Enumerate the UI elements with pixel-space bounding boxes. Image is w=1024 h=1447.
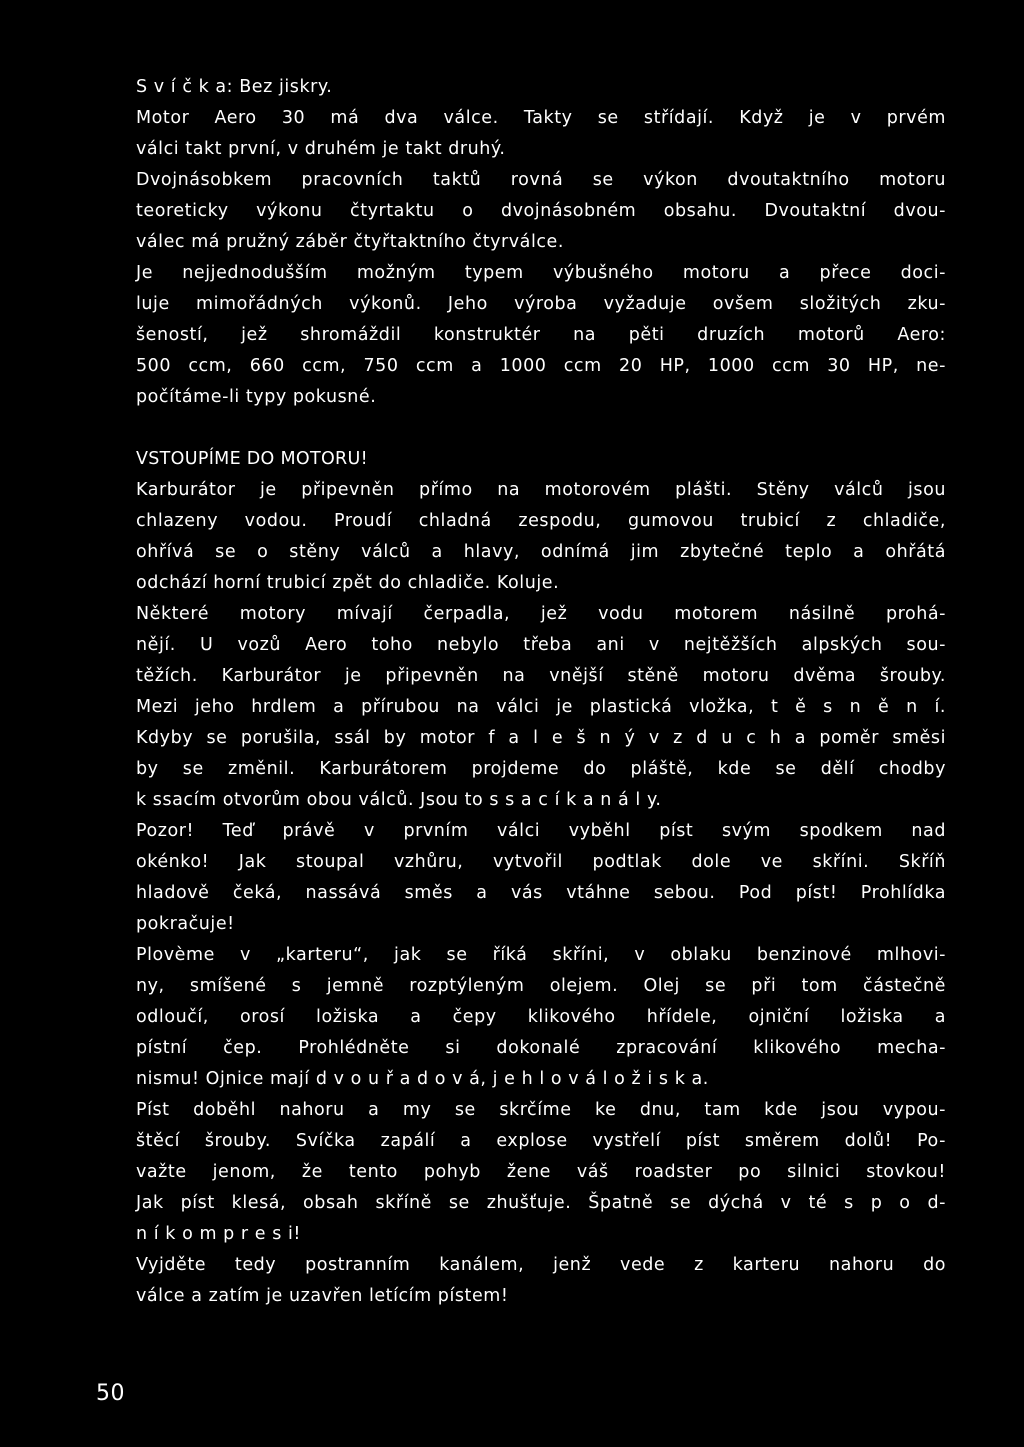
text-line: nějí. U vozů Aero toho nebylo třeba ani v nejtěžších alpských sou-	[136, 635, 946, 655]
text-line: válce a zatím je uzavřen letícím pístem!	[136, 1286, 509, 1306]
text-line: válci takt první, v druhém je takt druhý.	[136, 139, 506, 159]
text-line: n í k o m p r e s i!	[136, 1224, 301, 1244]
text-line: chlazeny vodou. Proudí chladná zespodu, gumovou trubicí z chladiče,	[136, 511, 946, 531]
text-line: odloučí, orosí ložiska a čepy klikového hřídele, ojniční ložiska a	[136, 1007, 946, 1027]
text-line: Pozor! Teď právě v prvním válci vyběhl píst svým spodkem nad	[136, 821, 946, 841]
text-line: Některé motory mívají čerpadla, jež vodu motorem násilně prohá-	[136, 604, 946, 624]
text-line: okénko! Jak stoupal vzhůru, vytvořil podtlak dole ve skříni. Skříň	[136, 852, 946, 872]
page-number: 50	[96, 1381, 125, 1406]
text-line: S v í č k a: Bez jiskry.	[136, 77, 333, 97]
text-line: Jak píst klesá, obsah skříně se zhušťuje. Špatně se dýchá v té s p o d-	[136, 1193, 946, 1213]
page-body-text	[136, 72, 946, 1312]
text-line: teoreticky výkonu čtyrtaktu o dvojnásobném obsahu. Dvoutaktní dvou-	[136, 201, 946, 221]
text-line: važte jenom, že tento pohyb žene váš roadster po silnici stovkou!	[136, 1162, 946, 1182]
text-line: 500 ccm, 660 ccm, 750 ccm a 1000 ccm 20 HP, 1000 ccm 30 HP, ne-	[136, 356, 946, 376]
text-line: odchází horní trubicí zpět do chladiče. Koluje.	[136, 573, 560, 593]
text-line: hladově čeká, nassává směs a vás vtáhne sebou. Pod píst! Prohlídka	[136, 883, 946, 903]
text-line: šeností, jež shromáždil konstruktér na pěti druzích motorů Aero:	[136, 325, 946, 345]
text-line: Plovème v „karteru“, jak se říká skříni, v oblaku benzinové mlhovi-	[136, 945, 946, 965]
text-line: Karburátor je připevněn přímo na motorovém plášti. Stěny válců jsou	[136, 480, 946, 500]
text-line: Je nejjednodušším možným typem výbušného motoru a přece doci-	[136, 263, 946, 283]
text-line: ny, smíšené s jemně rozptýleným olejem. Olej se při tom částečně	[136, 976, 946, 996]
paragraph-gap	[136, 413, 946, 444]
text-line: Píst doběhl nahoru a my se skrčíme ke dnu, tam kde jsou vypou-	[136, 1100, 946, 1120]
text-line: Vyjděte tedy postranním kanálem, jenž vede z karteru nahoru do	[136, 1255, 946, 1275]
section-heading: VSTOUPÍME DO MOTORU!	[136, 449, 368, 469]
text-line: luje mimořádných výkonů. Jeho výroba vyžaduje ovšem složitých zku-	[136, 294, 946, 314]
text-line: by se změnil. Karburátorem projdeme do pláště, kde se dělí chodby	[136, 759, 946, 779]
text-line: štěcí šrouby. Svíčka zapálí a explose vystřelí píst směrem dolů! Po-	[136, 1131, 946, 1151]
text-line: k ssacím otvorům obou válců. Jsou to s s a c í k a n á l y.	[136, 790, 662, 810]
text-line: pokračuje!	[136, 914, 235, 934]
text-line: Kdyby se porušila, ssál by motor f a l e š n ý v z d u c h a poměr směsi	[136, 728, 946, 748]
text-line: nismu! Ojnice mají d v o u ř a d o v á, j e h l o v á l o ž i s k a.	[136, 1069, 709, 1089]
text-line: Mezi jeho hrdlem a přírubou na válci je plastická vložka, t ě s n ě n í.	[136, 697, 946, 717]
text-line: těžích. Karburátor je připevněn na vnější stěně motoru dvěma šrouby.	[136, 666, 946, 686]
text-line: počítáme-li typy pokusné.	[136, 387, 377, 407]
text-line: Dvojnásobkem pracovních taktů rovná se výkon dvoutaktního motoru	[136, 170, 946, 190]
text-line: Motor Aero 30 má dva válce. Takty se střídají. Když je v prvém	[136, 108, 946, 128]
text-line: pístní čep. Prohlédněte si dokonalé zpracování klikového mecha-	[136, 1038, 946, 1058]
text-line: ohřívá se o stěny válců a hlavy, odnímá jim zbytečné teplo a ohřátá	[136, 542, 946, 562]
text-line: válec má pružný záběr čtyřtaktního čtyrválce.	[136, 232, 564, 252]
